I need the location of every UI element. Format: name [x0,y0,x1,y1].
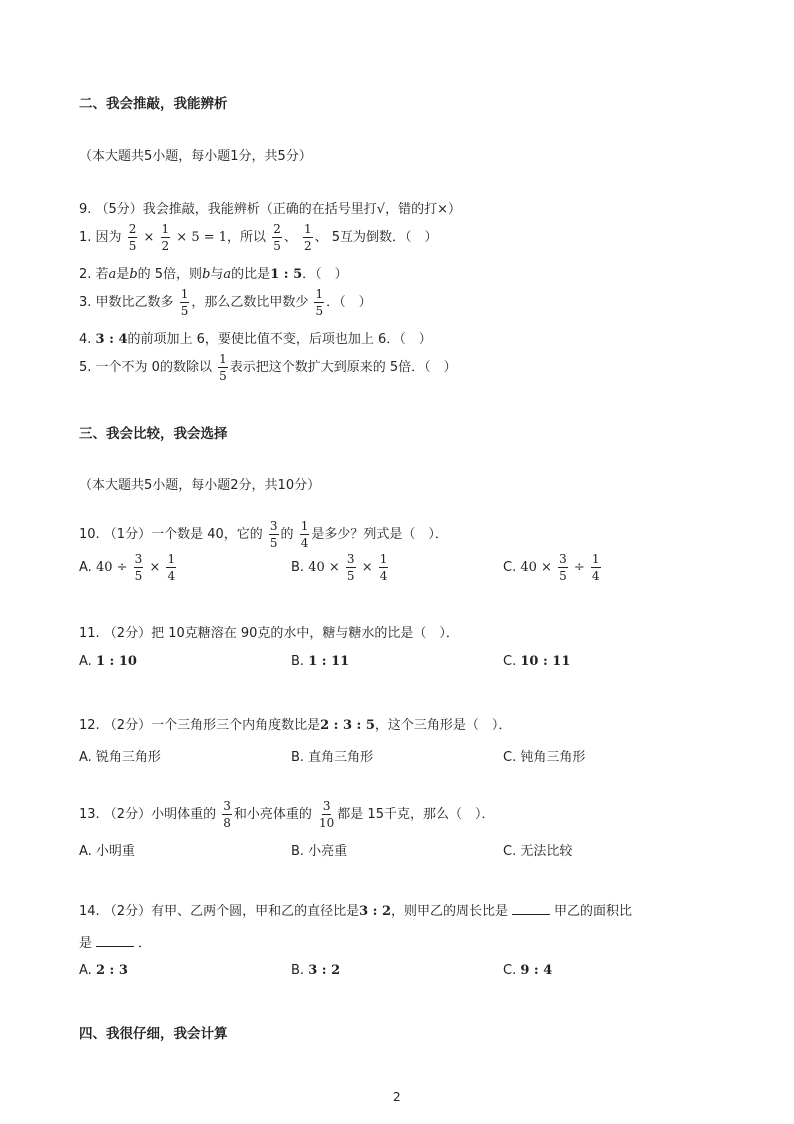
variable: b [129,267,138,282]
item-text: ，那么乙数比甲数少 [191,295,309,310]
question-9-item-3 [79,288,372,317]
ratio: 9 : 4 [520,963,553,978]
ratio: 2 : 3 : 5 [320,718,375,733]
item-text: 是多少？列式是（ ）． [311,527,448,542]
question-12-option-c[interactable]: C. 钝角三角形 [503,750,586,765]
fraction: $\frac{1}{4}$ [591,552,600,583]
item-text: 的前项加上 6，要使比值不变，后项也加上 6．（ ） [127,332,432,347]
question-13-option-b[interactable]: B. 小亮重 [291,844,348,859]
fraction: $\frac{3}{10}$ [319,799,335,830]
question-12-stem [79,714,511,733]
question-9-stem: 9. （5分）我会推敲，我能辨析（正确的在括号里打√，错的打×） [79,202,461,217]
operator: × [361,560,373,575]
question-14-stem-line-2 [79,932,151,951]
expression: 40 ÷ [95,560,128,575]
fraction: $\frac{1}{2}$ [303,222,312,253]
question-9-item-1 [79,223,438,252]
section-note-2: （本大题共5小题，每小题1分，共5分） [79,149,312,164]
question-10-stem [79,520,448,549]
fraction: $\frac{1}{4}$ [379,552,388,583]
question-9-item-5 [79,353,457,382]
item-text: 14. （2分）有甲、乙两个圆，甲和乙的直径比是 [79,904,360,919]
item-text: ，这个三角形是（ ）． [374,718,512,733]
fraction: $\frac{1}{2}$ [161,222,170,253]
question-9-item-4 [79,328,432,347]
fraction: $\frac{3}{5}$ [134,552,143,583]
item-text: 10. （1分）一个数是 40，它的 [79,527,263,542]
question-14-option-c[interactable]: C. 9 : 4 [503,963,553,978]
fraction: $\frac{3}{5}$ [346,552,355,583]
item-text: 4. [79,332,92,347]
ratio: 3 : 2 [359,904,392,919]
section-note-3: （本大题共5小题，每小题2分，共10分） [79,478,321,493]
item-text: 的 [280,527,294,542]
item-text: 都是 15千克，那么（ ）． [337,807,495,822]
item-text: ，所以 [227,230,267,245]
item-text: ．（ ） [326,295,372,310]
item-text: 2. 若 [79,267,109,282]
item-text: 甲乙的面积比 [554,904,633,919]
expression: 40 × [520,560,552,575]
question-11-stem: 11. （2分）把 10克糖溶在 90克的水中，糖与糖水的比是（ ）． [79,626,459,641]
question-13-option-c[interactable]: C. 无法比较 [503,844,573,859]
question-10-option-a[interactable]: A. 40 ÷ $\frac{3}{5}$ × $\frac{1}{4}$ [79,552,176,583]
item-text: 5. 一个不为 0的数除以 [79,360,212,375]
fraction: $\frac{1}{5}$ [315,287,324,318]
item-text: 1. 因为 [79,230,122,245]
answer-blank[interactable] [512,904,550,915]
item-text: 是 [116,267,130,282]
variable: a [223,267,232,282]
page-number: 2 [393,1090,401,1104]
question-9-item-2 [79,263,348,282]
question-14-stem-line-1 [79,900,632,919]
item-text: 和小亮体重的 [233,807,312,822]
fraction: $\frac{1}{5}$ [219,352,227,383]
ratio: 2 : 3 [95,963,128,978]
item-text: 13. （2分）小明体重的 [79,807,217,822]
item-text: 的比是 [231,267,271,282]
question-10-option-b[interactable]: B. 40 × $\frac{3}{5}$ × $\frac{1}{4}$ [291,552,388,583]
variable: a [108,267,117,282]
question-11-option-c[interactable]: C. 10 : 11 [503,654,571,669]
item-text: ．（ ） [302,267,348,282]
fraction: $\frac{1}{4}$ [300,519,309,550]
equation: × 5 = 1 [176,230,228,245]
separator: 、 [283,230,297,245]
fraction: $\frac{2}{5}$ [128,222,137,253]
question-13-option-a[interactable]: A. 小明重 [79,844,135,859]
item-text: 是 [79,936,93,951]
item-text: ． [138,936,152,951]
ratio: 10 : 11 [520,654,571,669]
question-14-option-a[interactable]: A. 2 : 3 [79,963,128,978]
fraction: $\frac{3}{5}$ [269,519,278,550]
item-text: 表示把这个数扩大到原来的 5倍．（ ） [229,360,457,375]
operator: × [143,230,155,245]
item-text: 与 [210,267,224,282]
question-11-option-b[interactable]: B. 1 : 11 [291,654,350,669]
question-10-option-c[interactable]: C. 40 × $\frac{3}{5}$ ÷ $\frac{1}{4}$ [503,552,600,583]
fraction: $\frac{1}{5}$ [180,287,189,318]
item-text: 、 5互为倒数．（ ） [314,230,438,245]
variable: b [202,267,211,282]
item-text: 的 5倍，则 [137,267,203,282]
item-text: ，则甲乙的周长比是 [391,904,509,919]
ratio: 1 : 5 [270,267,303,282]
ratio: 1 : 10 [95,654,137,669]
section-title-2: 二、我会推敲，我能辨析 [79,96,228,112]
ratio: 3 : 4 [95,332,128,347]
operator: ÷ [573,560,585,575]
ratio: 3 : 2 [308,963,341,978]
operator: × [149,560,161,575]
fraction: $\frac{3}{8}$ [223,799,231,830]
section-title-3: 三、我会比较，我会选择 [79,426,228,442]
fraction: $\frac{3}{5}$ [559,552,567,583]
answer-blank[interactable] [96,936,134,947]
ratio: 1 : 11 [308,654,350,669]
question-12-option-a[interactable]: A. 锐角三角形 [79,750,161,765]
question-12-option-b[interactable]: B. 直角三角形 [291,750,374,765]
fraction: $\frac{1}{4}$ [167,552,176,583]
section-title-4: 四、我很仔细，我会计算 [79,1026,228,1042]
fraction: $\frac{2}{5}$ [273,222,281,253]
question-14-option-b[interactable]: B. 3 : 2 [291,963,341,978]
item-text: 12. （2分）一个三角形三个内角度数比是 [79,718,321,733]
item-text: 3. 甲数比乙数多 [79,295,174,310]
question-11-option-a[interactable]: A. 1 : 10 [79,654,137,669]
expression: 40 × [308,560,340,575]
question-13-stem [79,800,494,829]
